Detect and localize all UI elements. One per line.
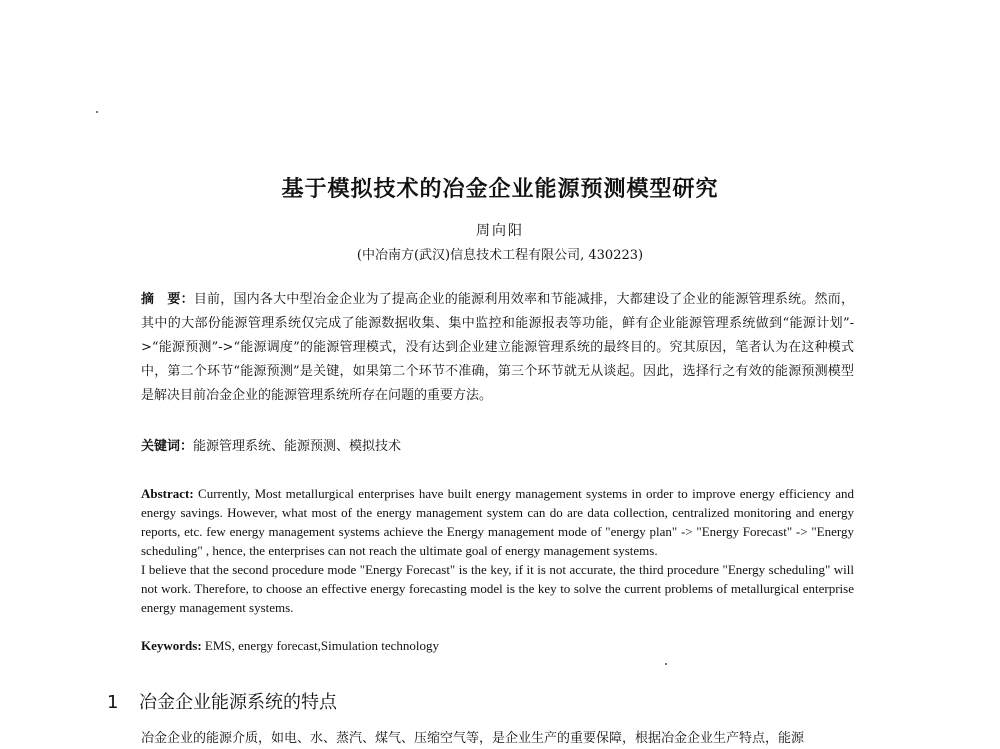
english-abstract-text-1: Currently, Most metallurgical enterprises have built energy management systems in order to improve energy efficiency and energy savings. However, what most of the energy management system can do are data collection, centralized monitoring and energy reports, etc. few energy management systems achieve the Energy management mode of "energy plan" -> "Energy Forecast" -> "Energy scheduling" , hence, the enterprises can not reach the ultimate goal of energy management systems. [141,486,854,558]
chinese-abstract-text: 目前，国内各大中型冶金企业为了提高企业的能源利用效率和节能减排，大都建设了企业的能源管理系统。然而，其中的大部份能源管理系统仅完成了能源数据收集、集中监控和能源报表等功能，鲜有企业能源管理系统做到“能源计划”->“能源预测”->“能源调度”的能源管理模式，没有达到企业建立能源管理系统的最终目的。究其原因，笔者认为在这种模式中，第二个环节“能源预测”是关键，如果第二个环节不准确，第三个环节就无从谈起。因此，选择行之有效的能源预测模型是解决目前冶金企业的能源管理系统所存在问题的重要方法。 [141,292,854,403]
english-abstract-paragraph-2: I believe that the second procedure mode "Energy Forecast" is the key, if it is not accurate, the third procedure "Energy scheduling" will not work. Therefore, to choose an effective energy forecasting model is the key to solve the current problems of metallurgical enterprise energy management systems. [141,562,854,615]
section-heading-1 [107,688,337,714]
section-number: 1 [107,692,119,713]
english-keywords-text: EMS, energy forecast,Simulation technology [204,638,439,653]
section-title: 冶金企业能源系统的特点 [139,692,337,713]
chinese-abstract [141,288,854,408]
paper-title: 基于模拟技术的冶金企业能源预测模型研究 [281,177,719,202]
english-keywords [141,636,854,655]
scan-speck [665,663,667,665]
chinese-abstract-label: 摘 要： [141,292,194,307]
author-name: 周向阳 [476,223,524,239]
english-abstract-label: Abstract: [141,486,194,501]
author-affiliation: (中冶南方(武汉)信息技术工程有限公司, 430223) [356,248,644,263]
chinese-keywords-label: 关键词： [141,439,194,454]
chinese-keywords-text: 能源管理系统、能源预测、模拟技术 [193,439,402,454]
section-body-cut-line: 冶金企业的能源介质，如电、水、蒸汽、煤气、压缩空气等，是企业生产的重要保障，根据冶金企业生产特点，能源 [141,731,805,746]
scan-speck [96,111,98,113]
english-abstract-paragraph-1 [141,484,854,560]
english-abstract [141,484,854,617]
chinese-keywords [141,437,854,457]
english-keywords-label: Keywords: [141,638,202,653]
